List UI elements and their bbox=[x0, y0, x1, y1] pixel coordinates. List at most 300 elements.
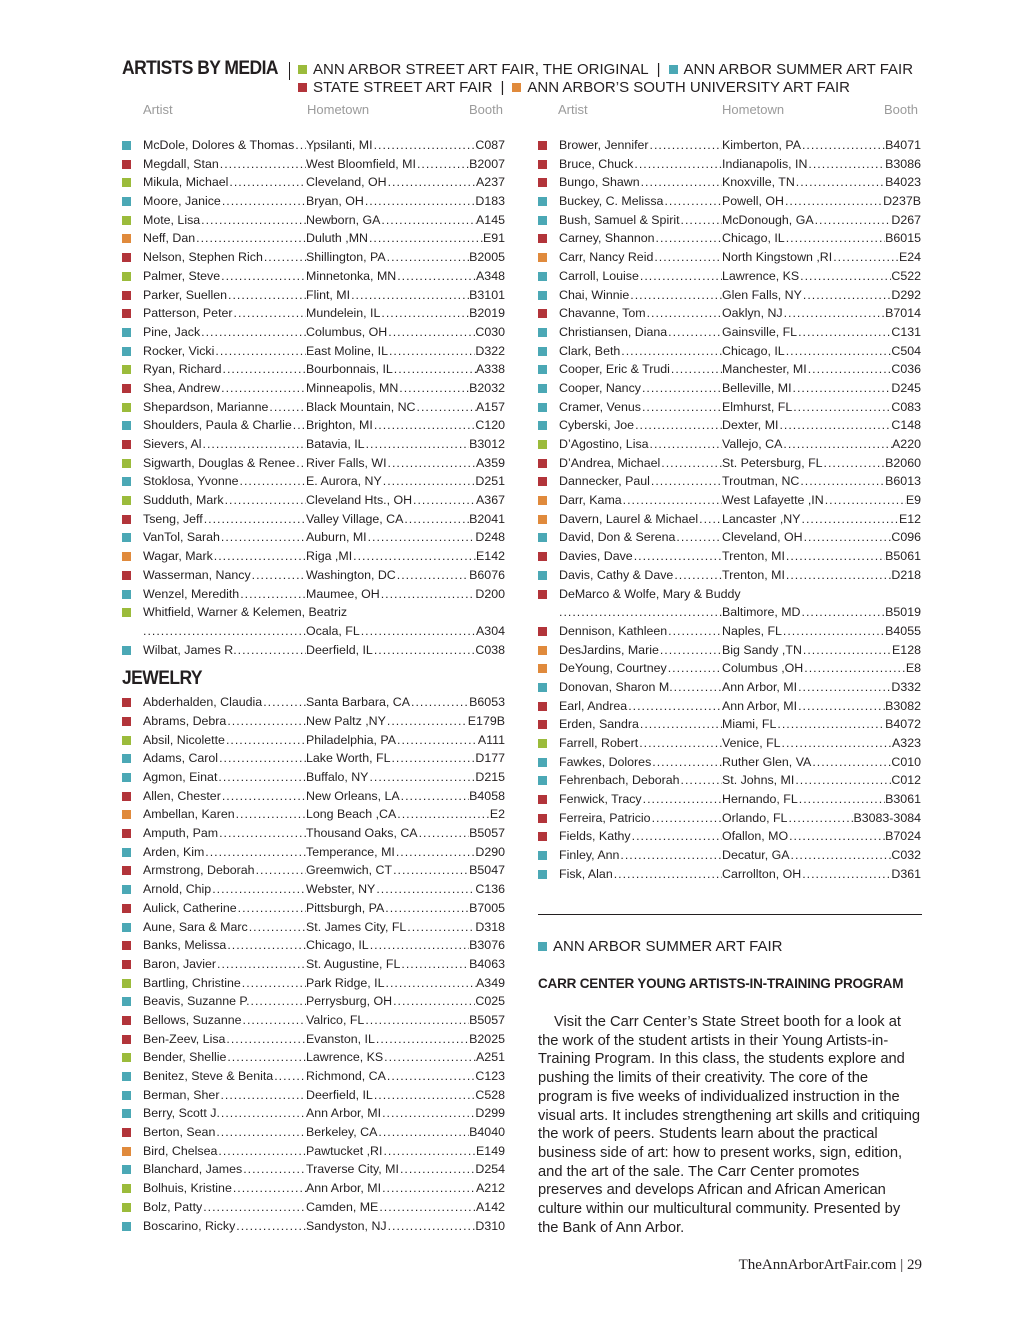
artist-name: Whitfield, Warner & Kelemen, Beatriz bbox=[143, 605, 348, 620]
artist-name: Tseng, Jeff bbox=[143, 511, 203, 526]
list-item bbox=[122, 379, 506, 398]
hometown: Mundelein, IL bbox=[306, 306, 381, 321]
legend-square-red bbox=[298, 83, 307, 92]
fair-marker bbox=[122, 1147, 131, 1156]
booth-number: A304 bbox=[476, 623, 505, 638]
fair-marker bbox=[122, 1109, 131, 1118]
hometown: Deerfield, IL bbox=[306, 1087, 373, 1102]
legend-fair-state-street: STATE STREET ART FAIR bbox=[313, 79, 493, 96]
booth-number: B6013 bbox=[885, 474, 921, 489]
list-item bbox=[538, 155, 922, 174]
booth-number: E128 bbox=[892, 642, 921, 657]
fair-marker bbox=[538, 758, 547, 767]
hometown: New Paltz ,NY bbox=[306, 713, 386, 728]
list-item bbox=[538, 435, 922, 454]
hometown: Carrollton, OH bbox=[722, 866, 802, 881]
artist-name: DeYoung, Courtney bbox=[559, 661, 667, 676]
fair-marker bbox=[122, 328, 131, 337]
booth-number: E142 bbox=[476, 549, 505, 564]
fair-marker bbox=[122, 904, 131, 913]
booth-number: C148 bbox=[891, 418, 921, 433]
list-item bbox=[538, 360, 922, 379]
list-item bbox=[538, 585, 922, 604]
booth-number: C120 bbox=[475, 418, 505, 433]
list-item bbox=[122, 1160, 506, 1179]
list-item bbox=[122, 398, 506, 417]
booth-number: D290 bbox=[475, 844, 505, 859]
fair-marker bbox=[122, 1165, 131, 1174]
hometown: Valrico, FL bbox=[306, 1012, 365, 1027]
artist-name: Bird, Chelsea bbox=[143, 1143, 218, 1158]
list-item bbox=[122, 454, 506, 473]
fair-marker bbox=[122, 1016, 131, 1025]
list-item bbox=[122, 1048, 506, 1067]
hometown: Ann Arbor, MI bbox=[306, 1106, 382, 1121]
artist-name: Berry, Scott J. bbox=[143, 1106, 220, 1121]
hometown: Cleveland, OH bbox=[306, 175, 387, 190]
artist-list bbox=[122, 136, 506, 603]
legend-fair-original: ANN ARBOR STREET ART FAIR, THE ORIGINAL bbox=[313, 61, 649, 78]
hometown: Duluth ,MN bbox=[306, 231, 368, 246]
artist-name: DeMarco & Wolfe, Mary & Buddy bbox=[559, 586, 741, 601]
fair-marker bbox=[122, 848, 131, 857]
booth-number: B3101 bbox=[469, 287, 505, 302]
booth-number: A251 bbox=[476, 1050, 505, 1065]
fair-marker bbox=[122, 646, 131, 655]
fair-marker bbox=[538, 552, 547, 561]
hometown: Richmond, CA bbox=[306, 1069, 386, 1083]
booth-number: D215 bbox=[475, 770, 505, 784]
artist-name: Bolhuis, Kristine bbox=[143, 1181, 232, 1196]
list-item bbox=[538, 323, 922, 342]
hometown: Chicago, IL bbox=[306, 938, 369, 953]
list-item bbox=[122, 731, 506, 750]
list-item bbox=[122, 211, 506, 230]
booth-number: D267 bbox=[891, 212, 921, 227]
fair-marker bbox=[122, 533, 131, 542]
booth-number: E12 bbox=[898, 511, 921, 526]
artist-name: Wasserman, Nancy bbox=[143, 567, 251, 582]
fair-marker bbox=[122, 1222, 131, 1231]
booth-number: C038 bbox=[475, 642, 505, 657]
booth-number: B5057 bbox=[469, 1012, 505, 1027]
artist-name: Abrams, Debra bbox=[143, 713, 227, 728]
artist-name: Shoulders, Paula & Charlie bbox=[143, 418, 292, 433]
hometown: Trenton, MI bbox=[722, 567, 785, 582]
fair-marker bbox=[122, 1072, 131, 1081]
artist-list bbox=[122, 641, 506, 660]
artist-name: Brower, Jennifer bbox=[559, 138, 649, 152]
list-item bbox=[538, 379, 922, 398]
list-item bbox=[538, 491, 922, 510]
page-number: 29 bbox=[907, 1257, 922, 1273]
list-item bbox=[122, 1217, 506, 1236]
fair-marker bbox=[538, 646, 547, 655]
artist-name: David, Don & Serena bbox=[559, 530, 676, 545]
hometown: North Kingstown ,RI bbox=[722, 250, 833, 265]
booth-number: B6053 bbox=[469, 695, 505, 710]
artist-name: Davies, Dave bbox=[559, 549, 633, 564]
list-item bbox=[122, 136, 506, 155]
fair-marker bbox=[122, 272, 131, 281]
artist-name: Ferreira, Patricio bbox=[559, 810, 651, 825]
fair-marker bbox=[538, 702, 547, 711]
list-item bbox=[122, 712, 506, 731]
list-item bbox=[122, 286, 506, 305]
list-item bbox=[122, 360, 506, 379]
artist-name: Fenwick, Tracy bbox=[559, 792, 642, 807]
hometown: Trenton, MI bbox=[722, 549, 785, 564]
fair-marker bbox=[538, 627, 547, 636]
fair-marker bbox=[538, 477, 547, 486]
hometown: St. Augustine, FL bbox=[306, 956, 401, 971]
booth-number: D248 bbox=[475, 530, 505, 545]
fair-marker bbox=[122, 309, 131, 318]
hometown: Knoxville, TN bbox=[722, 175, 795, 190]
list-item bbox=[122, 192, 506, 211]
fair-marker bbox=[122, 979, 131, 988]
hometown: Black Mountain, NC bbox=[306, 399, 416, 414]
list-item bbox=[538, 827, 922, 846]
artist-name: Donovan, Sharon M. bbox=[559, 679, 673, 694]
artist-name: Nelson, Stephen Rich bbox=[143, 250, 263, 265]
booth-number: D218 bbox=[891, 567, 921, 582]
booth-number: B2007 bbox=[469, 156, 505, 171]
fair-marker bbox=[122, 365, 131, 374]
list-item bbox=[122, 173, 506, 192]
artist-name: Finley, Ann bbox=[559, 848, 620, 863]
list-item bbox=[122, 1179, 506, 1198]
fair-marker bbox=[122, 552, 131, 561]
artist-name: Cramer, Venus bbox=[559, 399, 641, 414]
booth-number: B2025 bbox=[469, 1031, 505, 1046]
artist-name: Fawkes, Dolores bbox=[559, 754, 652, 769]
artist-name: Absil, Nicolette bbox=[143, 732, 225, 747]
hometown: River Falls, WI bbox=[306, 455, 387, 470]
fair-marker bbox=[122, 477, 131, 486]
artist-name: Mote, Lisa bbox=[143, 212, 201, 227]
hometown: Cleveland, OH bbox=[722, 530, 803, 545]
fair-marker bbox=[538, 384, 547, 393]
list-item bbox=[122, 1030, 506, 1049]
artist-name: Cooper, Nancy bbox=[559, 380, 641, 395]
artist-name: Bungo, Shawn bbox=[559, 175, 640, 190]
legend-square-teal bbox=[538, 942, 547, 951]
artist-name: Beavis, Suzanne P. bbox=[143, 994, 250, 1009]
fair-marker bbox=[122, 997, 131, 1006]
artist-name: Dennison, Kathleen bbox=[559, 623, 668, 638]
list-item bbox=[538, 136, 922, 155]
list-item bbox=[122, 435, 506, 454]
hometown: Bryan, OH bbox=[306, 194, 364, 209]
artist-name: Rocker, Vicki bbox=[143, 343, 215, 358]
list-item bbox=[122, 824, 506, 843]
booth-number: E179B bbox=[467, 713, 505, 728]
booth-number: E2 bbox=[489, 807, 505, 822]
booth-number: D292 bbox=[891, 287, 921, 302]
list-item bbox=[538, 753, 922, 772]
list-item bbox=[122, 323, 506, 342]
artist-name: Baron, Javier bbox=[143, 956, 217, 971]
fair-marker bbox=[538, 216, 547, 225]
fair-marker bbox=[538, 403, 547, 412]
left-artist-column bbox=[122, 136, 506, 1235]
fair-marker bbox=[538, 459, 547, 468]
artist-name: Banks, Melissa bbox=[143, 938, 227, 953]
fair-marker bbox=[122, 141, 131, 150]
list-item bbox=[122, 974, 506, 993]
list-item bbox=[122, 641, 506, 660]
list-item bbox=[122, 805, 506, 824]
hometown: Flint, MI bbox=[306, 287, 351, 302]
artist-name: Parker, Suellen bbox=[143, 287, 228, 302]
hometown: Kimberton, PA bbox=[722, 138, 801, 152]
booth-number: A348 bbox=[476, 268, 505, 283]
hometown: Venice, FL bbox=[722, 736, 781, 750]
booth-number: B2005 bbox=[469, 250, 505, 265]
fair-marker bbox=[538, 832, 547, 841]
artist-name: Buckey, C. Melissa bbox=[559, 194, 664, 209]
fair-marker bbox=[122, 1035, 131, 1044]
booth-number: D200 bbox=[475, 586, 505, 601]
artist-name: Armstrong, Deborah bbox=[143, 863, 255, 878]
hometown: Camden, ME bbox=[306, 1199, 379, 1214]
legend-fair-south-university: ANN ARBOR’S SOUTH UNIVERSITY ART FAIR bbox=[527, 79, 850, 96]
hometown: Ocala, FL bbox=[306, 623, 360, 638]
booth-number: A323 bbox=[892, 736, 921, 750]
fair-marker bbox=[122, 384, 131, 393]
hometown: St. Johns, MI bbox=[722, 773, 795, 788]
booth-number: D251 bbox=[475, 474, 505, 489]
aside-fair-name: ANN ARBOR SUMMER ART FAIR bbox=[553, 938, 783, 955]
booth-number: C131 bbox=[891, 324, 921, 339]
booth-number: C528 bbox=[475, 1087, 505, 1102]
list-item bbox=[538, 659, 922, 678]
artist-name: Arnold, Chip bbox=[143, 882, 212, 897]
hometown: Brighton, MI bbox=[306, 418, 373, 433]
hometown: Manchester, MI bbox=[722, 362, 807, 377]
program-title: CARR CENTER YOUNG ARTISTS-IN-TRAINING PROGRAM bbox=[538, 976, 904, 991]
booth-number: E91 bbox=[482, 231, 505, 246]
artist-name: Cyberski, Joe bbox=[559, 418, 635, 433]
booth-number: E9 bbox=[905, 493, 921, 508]
hometown: McDonough, GA bbox=[722, 212, 814, 227]
list-item bbox=[538, 771, 922, 790]
booth-number: B2041 bbox=[469, 511, 505, 526]
fair-marker bbox=[122, 773, 131, 782]
booth-number: B7024 bbox=[885, 829, 921, 844]
hometown: Baltimore, MD bbox=[722, 605, 801, 620]
artist-name: Carroll, Louise bbox=[559, 268, 639, 283]
list-item bbox=[122, 304, 506, 323]
artist-name: Carney, Shannon bbox=[559, 231, 655, 246]
list-item bbox=[122, 1011, 506, 1030]
fair-marker bbox=[122, 253, 131, 262]
artist-name: Amputh, Pam bbox=[143, 826, 219, 841]
booth-number: B4055 bbox=[885, 623, 921, 638]
hometown: Chicago, IL bbox=[722, 343, 785, 358]
list-item bbox=[122, 1198, 506, 1217]
hometown: Berkeley, CA bbox=[306, 1125, 378, 1140]
fair-marker bbox=[122, 421, 131, 430]
booth-number: C025 bbox=[475, 994, 505, 1009]
hometown: Lancaster ,NY bbox=[722, 511, 801, 526]
list-item bbox=[538, 528, 922, 547]
list-item bbox=[538, 809, 922, 828]
booth-number: C010 bbox=[891, 754, 921, 769]
fair-marker bbox=[122, 1053, 131, 1062]
fair-marker bbox=[538, 328, 547, 337]
artist-name: Chai, Winnie bbox=[559, 287, 630, 302]
booth-number: A145 bbox=[476, 212, 505, 227]
list-item bbox=[538, 622, 922, 641]
fair-marker bbox=[538, 590, 547, 599]
list-item bbox=[538, 342, 922, 361]
hometown: Park Ridge, IL bbox=[306, 975, 385, 990]
fair-marker bbox=[538, 347, 547, 356]
booth-number: B4023 bbox=[885, 175, 921, 190]
booth-number: B5057 bbox=[469, 826, 505, 841]
list-item bbox=[538, 603, 922, 622]
artist-name: Davis, Cathy & Dave bbox=[559, 567, 674, 582]
booth-number: C032 bbox=[891, 848, 921, 863]
hometown: West Lafayette ,IN bbox=[722, 493, 824, 508]
list-item bbox=[538, 173, 922, 192]
hometown: E. Aurora, NY bbox=[306, 474, 382, 489]
booth-number: C012 bbox=[891, 773, 921, 788]
booth-number: B4071 bbox=[885, 138, 921, 152]
artist-name: D’Agostino, Lisa bbox=[559, 437, 649, 451]
list-item bbox=[538, 192, 922, 211]
hometown: Lawrence, KS bbox=[306, 1050, 384, 1065]
artist-name: Stoklosa, Yvonne bbox=[143, 474, 239, 489]
list-item bbox=[122, 918, 506, 937]
artist-list bbox=[538, 136, 922, 585]
booth-number: E149 bbox=[476, 1143, 505, 1158]
fair-marker bbox=[122, 496, 131, 505]
booth-number: D361 bbox=[891, 866, 921, 881]
list-item bbox=[122, 491, 506, 510]
hometown: Bourbonnais, IL bbox=[306, 362, 393, 377]
hometown: Ann Arbor, MI bbox=[722, 679, 798, 694]
artist-name: Megdall, Stan bbox=[143, 156, 219, 171]
artist-name: Bellows, Suzanne bbox=[143, 1012, 242, 1027]
fair-legend-line-2: STATE STREET ART FAIR | ANN ARBOR’S SOUTH UNIVERSITY ART FAIR bbox=[298, 79, 850, 96]
hometown: Vallejo, CA bbox=[722, 437, 783, 451]
hometown: Gainsville, FL bbox=[722, 324, 798, 339]
list-item bbox=[122, 472, 506, 491]
section-title-jewelry: JEWELRY bbox=[122, 668, 202, 690]
fair-marker bbox=[122, 736, 131, 745]
list-item bbox=[122, 749, 506, 768]
hometown: Elmhurst, FL bbox=[722, 399, 793, 414]
hometown: New Orleans, LA bbox=[306, 788, 400, 803]
hometown: Glen Falls, NY bbox=[722, 287, 802, 302]
hometown: St. Petersburg, FL bbox=[722, 455, 823, 470]
legend-square-teal bbox=[669, 65, 678, 74]
hometown: Shillington, PA bbox=[306, 250, 386, 265]
booth-number: A212 bbox=[476, 1181, 505, 1196]
hometown: Webster, NY bbox=[306, 882, 376, 897]
title-divider bbox=[289, 62, 290, 80]
fair-marker bbox=[538, 515, 547, 524]
artist-name: Bruce, Chuck bbox=[559, 156, 634, 171]
hometown: Ann Arbor, MI bbox=[722, 698, 798, 713]
hometown: Oaklyn, NJ bbox=[722, 306, 783, 321]
hometown: Long Beach ,CA bbox=[306, 807, 397, 822]
fair-marker bbox=[122, 941, 131, 950]
list-item bbox=[122, 787, 506, 806]
booth-number: B3086 bbox=[885, 156, 921, 171]
hometown: Santa Barbara, CA bbox=[306, 695, 411, 710]
fair-marker bbox=[122, 608, 131, 617]
hometown: Dexter, MI bbox=[722, 418, 779, 433]
artist-name: Fields, Kathy bbox=[559, 829, 631, 844]
booth-number: E8 bbox=[905, 661, 921, 676]
hometown: Greemwich, CT bbox=[306, 863, 393, 878]
artist-name: Neff, Dan bbox=[143, 231, 196, 246]
list-item bbox=[538, 641, 922, 660]
booth-number: B5047 bbox=[469, 863, 505, 878]
booth-number: D310 bbox=[475, 1218, 505, 1233]
list-item bbox=[122, 248, 506, 267]
list-item bbox=[122, 622, 506, 641]
artist-name: Arden, Kim bbox=[143, 844, 205, 859]
fair-marker bbox=[538, 851, 547, 860]
artist-name: Clark, Beth bbox=[559, 343, 621, 358]
fair-marker bbox=[122, 792, 131, 801]
artist-name: Wenzel, Meredith bbox=[143, 586, 240, 601]
artist-name: Blanchard, James bbox=[143, 1162, 243, 1177]
list-item bbox=[538, 248, 922, 267]
hometown: Pawtucket ,RI bbox=[306, 1143, 383, 1158]
booth-number: A349 bbox=[476, 975, 505, 990]
list-item bbox=[538, 846, 922, 865]
booth-number: B2019 bbox=[469, 306, 505, 321]
booth-number: B4058 bbox=[469, 788, 505, 803]
column-header-booth: Booth bbox=[469, 102, 503, 117]
fair-marker bbox=[122, 216, 131, 225]
booth-number: B3082 bbox=[885, 698, 921, 713]
booth-number: B3083-3084 bbox=[853, 810, 921, 825]
legend-square-green bbox=[298, 65, 307, 74]
booth-number: D332 bbox=[891, 679, 921, 694]
list-item bbox=[122, 528, 506, 547]
fair-marker bbox=[538, 309, 547, 318]
legend-fair-summer: ANN ARBOR SUMMER ART FAIR bbox=[683, 61, 914, 78]
artist-name: Fehrenbach, Deborah bbox=[559, 773, 680, 788]
fair-marker bbox=[122, 698, 131, 707]
hometown: Buffalo, NY bbox=[306, 770, 369, 784]
fair-marker bbox=[538, 234, 547, 243]
fair-marker bbox=[538, 776, 547, 785]
artist-name: Abderhalden, Claudia bbox=[143, 695, 263, 710]
hometown: St. James City, FL bbox=[306, 919, 407, 934]
fair-marker bbox=[122, 590, 131, 599]
artist-name: Sievers, Al bbox=[143, 437, 202, 451]
booth-number: D177 bbox=[475, 751, 505, 766]
hometown: Lawrence, KS bbox=[722, 268, 800, 283]
hometown: Powell, OH bbox=[722, 194, 784, 209]
artist-name: Wilbat, James R. bbox=[143, 642, 237, 657]
list-item bbox=[122, 510, 506, 529]
booth-number: C036 bbox=[891, 362, 921, 377]
artist-name: DesJardins, Marie bbox=[559, 642, 659, 657]
list-item bbox=[122, 1104, 506, 1123]
list-item bbox=[122, 936, 506, 955]
artist-name: Shepardson, Marianne bbox=[143, 399, 269, 414]
booth-number: A237 bbox=[476, 175, 505, 190]
